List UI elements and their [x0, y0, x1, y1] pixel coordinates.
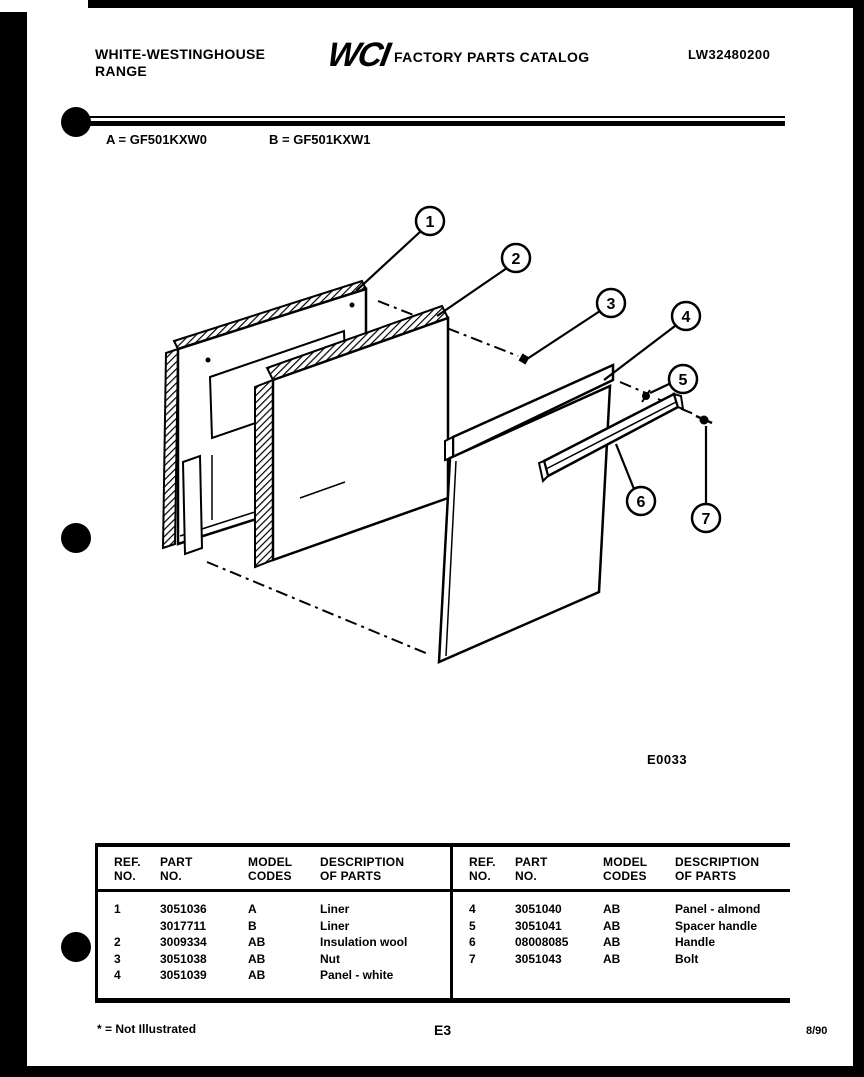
brand-line1: WHITE-WESTINGHOUSE — [95, 46, 266, 62]
table-body-right — [453, 892, 790, 981]
col-part: PART NO. — [515, 855, 548, 883]
part-cell: 3051043 — [515, 951, 562, 966]
part-cell: 3009334 — [160, 935, 207, 949]
codes-cell: AB — [603, 918, 621, 933]
not-illustrated-note: * = Not Illustrated — [97, 1022, 197, 1036]
table-row — [469, 901, 790, 918]
parts-table-right — [450, 847, 790, 998]
callout-7: 7 — [701, 511, 711, 528]
ref-cell: 1 — [114, 902, 121, 916]
desc-cell: Liner — [320, 902, 350, 916]
part-cell: 3051038 — [160, 951, 207, 966]
callout-6: 6 — [636, 494, 646, 511]
ref-cell: 3 — [114, 951, 121, 966]
catalog-title: FACTORY PARTS CATALOG — [394, 49, 590, 65]
part-cell: 3017711 — [160, 918, 207, 933]
table-row — [114, 901, 450, 918]
table-row — [469, 951, 790, 968]
desc-cell: Liner — [320, 918, 350, 933]
callout-5: 5 — [678, 372, 688, 389]
part-cell: 08008085 — [515, 935, 569, 949]
desc-cell: Handle — [675, 935, 716, 949]
desc-cell: Panel - white — [320, 968, 394, 982]
table-header-left — [98, 847, 450, 889]
ref-cell: 4 — [469, 902, 476, 916]
table-row — [114, 934, 450, 951]
desc-cell: Spacer handle — [675, 918, 758, 933]
desc-cell: Bolt — [675, 951, 699, 966]
model-b: B = GF501KXW1 — [269, 132, 371, 147]
codes-cell: B — [248, 918, 257, 933]
wci-logo: WCI — [324, 36, 392, 74]
col-ref: REF. NO. — [114, 855, 141, 883]
part-cell: 3051041 — [515, 918, 562, 933]
ref-cell: 4 — [114, 968, 121, 982]
col-desc: DESCRIPTION OF PARTS — [675, 855, 760, 883]
bolt-7-icon — [696, 416, 712, 425]
part-cell: 3051036 — [160, 902, 207, 916]
date-code: 8/90 — [806, 1025, 828, 1037]
parts-table — [95, 843, 790, 1003]
table-row — [469, 934, 790, 951]
col-model: MODEL CODES — [248, 855, 293, 883]
col-ref: REF. NO. — [469, 855, 496, 883]
table-row — [469, 918, 790, 935]
codes-cell: AB — [248, 951, 266, 966]
page-code: E3 — [434, 1022, 452, 1038]
ref-cell: 7 — [469, 951, 476, 966]
ref-cell: 5 — [469, 918, 476, 933]
callout-3: 3 — [606, 296, 616, 313]
ref-cell — [114, 918, 160, 935]
codes-cell: AB — [248, 935, 266, 949]
table-body-left — [98, 892, 450, 998]
desc-cell: Insulation wool — [320, 935, 408, 949]
codes-cell: AB — [603, 902, 621, 916]
table-row — [114, 967, 450, 984]
figure-code: E0033 — [647, 752, 688, 767]
table-row — [114, 918, 450, 935]
table-row — [114, 951, 450, 968]
part-cell: 3051040 — [515, 902, 562, 916]
ref-cell: 2 — [114, 935, 121, 949]
codes-cell: AB — [248, 968, 266, 982]
parts-table-left — [98, 847, 450, 998]
callout-1: 1 — [425, 214, 435, 231]
col-model: MODEL CODES — [603, 855, 648, 883]
ref-cell: 6 — [469, 935, 476, 949]
callout-2: 2 — [511, 251, 521, 268]
part-cell: 3051039 — [160, 968, 207, 982]
codes-cell: AB — [603, 935, 621, 949]
col-part: PART NO. — [160, 855, 193, 883]
outer-door-panel — [439, 365, 613, 662]
publication-number: LW32480200 — [688, 47, 771, 62]
desc-cell: Panel - almond — [675, 902, 761, 916]
callout-4: 4 — [681, 309, 691, 326]
desc-cell: Nut — [320, 951, 340, 966]
model-a: A = GF501KXW0 — [106, 132, 208, 147]
col-desc: DESCRIPTION OF PARTS — [320, 855, 405, 883]
codes-cell: A — [248, 902, 257, 916]
table-header-right — [453, 847, 790, 889]
brand-line2: RANGE — [95, 63, 148, 79]
codes-cell: AB — [603, 951, 621, 966]
